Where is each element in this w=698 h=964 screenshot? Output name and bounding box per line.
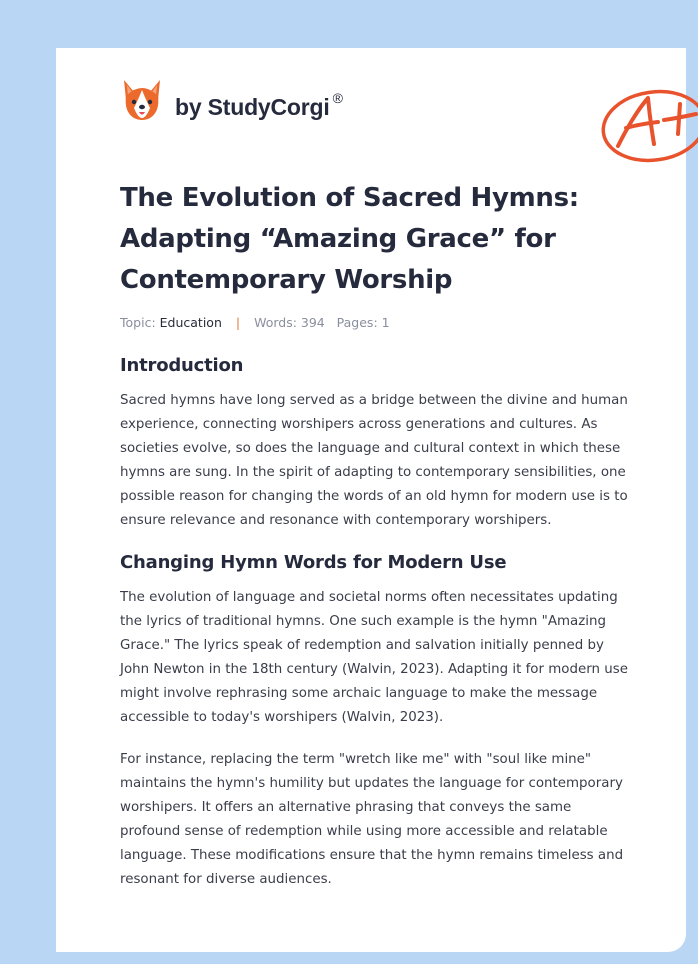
paragraph: Sacred hymns have long served as a bridge between the divine and human experience, connecting worshipers across generations and cultures. As societies evolve, so does the language and cultural context in which these hymns are sung. In the spirit of adapting to contemporary sensibilities, one possible reason for changing the words of an old hymn for modern use is to ensure relevance and resonance with contemporary worshipers.	[120, 393, 628, 528]
corgi-logo-icon[interactable]	[120, 76, 164, 124]
meta-separator: |	[235, 315, 241, 330]
article-title: The Evolution of Sacred Hymns: Adapting “Amazing Grace” for Contemporary Worship	[120, 183, 579, 295]
paragraph: For instance, replacing the term "wretch like me" with "soul like mine" maintains the hymn's humility but updates the language for contemporary worshipers. It offers an alternative phrasing that conveys the same profound sense of redemption while using more accessible and relatable language. These modifications ensure that the hymn remains timeless and resonant for diverse audiences.	[120, 752, 624, 887]
article-content	[120, 178, 632, 892]
registered-mark: ®	[332, 90, 343, 106]
word-count: Words: 394	[254, 315, 325, 330]
grade-a-plus-icon	[600, 84, 698, 164]
section-heading-changing-hymn-words: Changing Hymn Words for Modern Use	[120, 552, 507, 573]
section-heading-introduction: Introduction	[120, 355, 244, 376]
topic-link[interactable]: Education	[159, 315, 222, 330]
brand-name[interactable]: by StudyCorgi ®	[175, 90, 343, 120]
page-count: Pages: 1	[336, 315, 390, 330]
article-meta	[120, 315, 632, 330]
topic-label: Topic:	[120, 315, 156, 330]
document-page	[56, 48, 686, 952]
paragraph: The evolution of language and societal norms often necessitates updating the lyrics of traditional hymns. One such example is the hymn "Amazing Grace." The lyrics speak of redemption and salvation initially penned by John Newton in the 18th century (Walvin, 2023). Adapting it for modern use might involve rephrasing some archaic language to make the message accessible to today's worshipers (Walvin, 2023).	[120, 590, 628, 725]
header	[120, 76, 640, 144]
